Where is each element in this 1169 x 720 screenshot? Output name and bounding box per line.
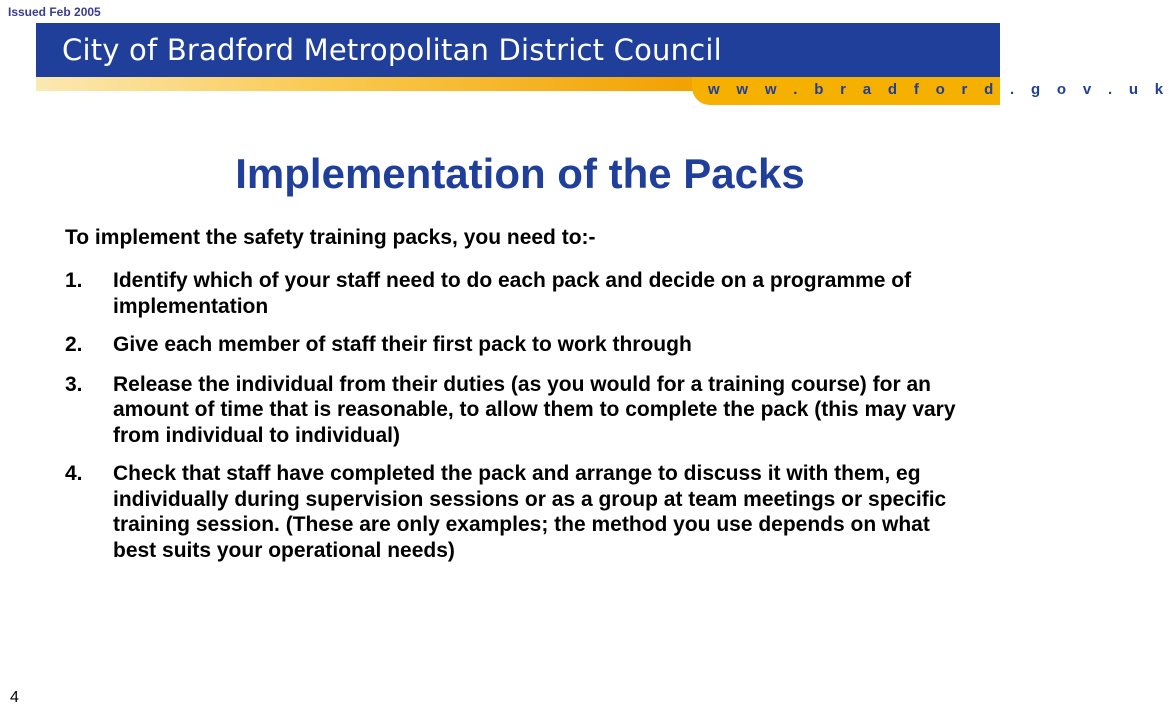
intro-text: To implement the safety training packs, you need to:- — [65, 226, 596, 249]
website-tab — [692, 77, 1169, 105]
website-address: w w w . b r a d f o r d . g o v . u k — [708, 81, 1169, 98]
step-number: 1. — [65, 269, 83, 292]
issued-date: Issued Feb 2005 — [8, 5, 101, 19]
step-item — [65, 332, 965, 358]
step-item — [65, 461, 965, 563]
step-number: 2. — [65, 333, 83, 356]
steps-list — [65, 268, 965, 563]
step-text: Identify which of your staff need to do each pack and decide on a programme of implementation — [113, 269, 912, 318]
step-number: 3. — [65, 372, 83, 396]
page-number: 4 — [10, 689, 19, 706]
step-item — [65, 372, 965, 449]
step-text: Release the individual from their duties (as you would for a training course) for an amount of time that is reasonable, to allow them to complete the pack (this may vary from individual to individual) — [113, 372, 956, 447]
step-number: 4. — [65, 462, 83, 485]
step-text: Check that staff have completed the pack and arrange to discuss it with them, eg individually during supervision sessions or as a group at team meetings or specific training session. (These are only examples; the method you use depends on what best suits your operational needs) — [113, 462, 947, 562]
orange-accent-band — [36, 77, 696, 91]
organisation-name: City of Bradford Metropolitan District Council — [62, 33, 722, 67]
step-text: Give each member of staff their first pack to work through — [113, 333, 692, 356]
council-banner — [36, 23, 1000, 77]
slide-title: Implementation of the Packs — [235, 150, 805, 197]
step-item — [65, 268, 965, 319]
